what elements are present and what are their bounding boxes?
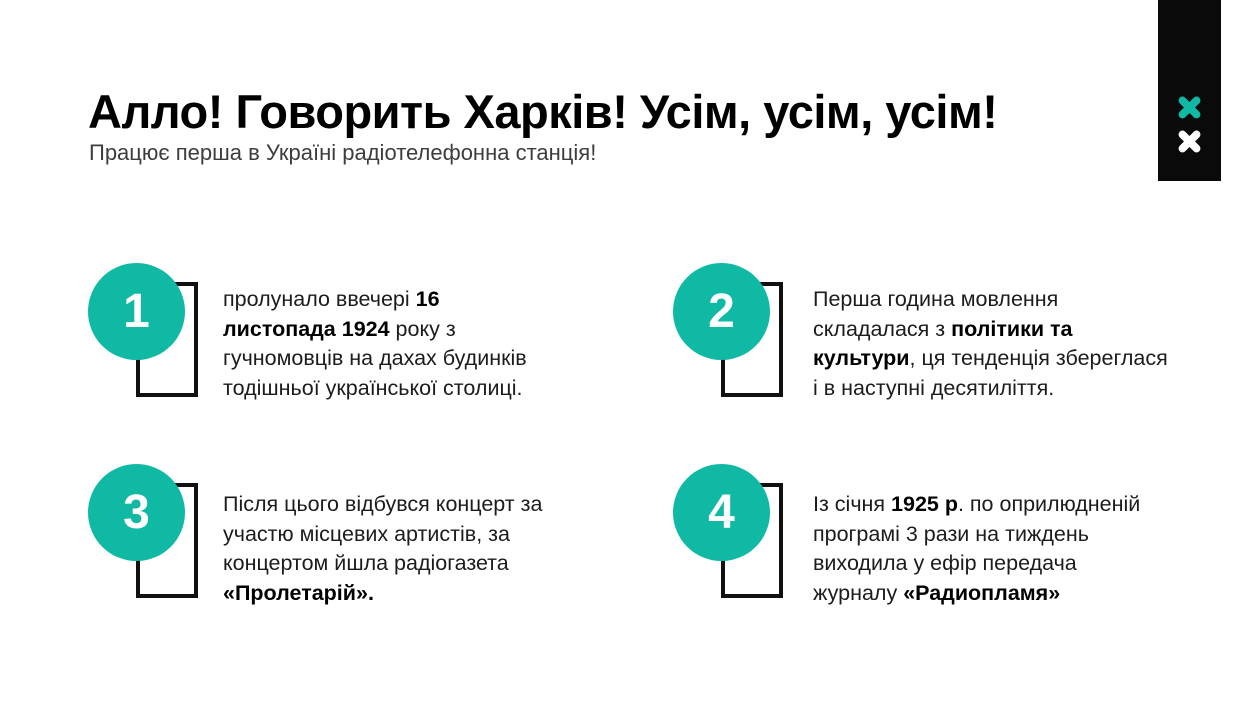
fact-text-segment: , ця тенденція збереглася (909, 346, 1168, 370)
x-mark-white-icon (1177, 129, 1202, 154)
fact-text-segment: Після цього відбувся концерт за (223, 492, 543, 516)
fact-text-segment: складалася з (813, 316, 952, 341)
fact-text-segment: гучномовців на дахах будинків (223, 346, 527, 370)
fact-text-segment: виходила у ефір передача (813, 551, 1077, 575)
number-circle (673, 464, 770, 561)
number-circle (88, 263, 185, 360)
fact-text-4 (813, 490, 1254, 608)
number-decor-3 (88, 464, 238, 604)
fact-text-segment: концертом йшла радіогазета (223, 551, 509, 575)
number-decor-1 (88, 263, 238, 403)
fact-text-bold-segment: політики та (951, 316, 1073, 341)
x-mark-teal-icon (1177, 95, 1202, 120)
fact-text-segment: програмі 3 рази на тиждень (813, 521, 1089, 546)
fact-text-segment: Із січня (813, 492, 892, 516)
slide-subtitle: Працює перша в Україні радіотелефонна станція! (89, 140, 597, 165)
fact-text-bold-segment: «Радиопламя» (903, 580, 1061, 605)
number-decor-2 (673, 263, 823, 403)
fact-text-segment: Перша година мовлення (813, 287, 1059, 311)
number-label: 2 (708, 284, 735, 338)
corner-bar (1158, 0, 1221, 181)
number-label: 4 (708, 485, 735, 539)
number-label: 3 (123, 485, 150, 539)
fact-text-segment: тодішньої української столиці. (223, 375, 523, 400)
fact-text-segment: . по оприлюдненій (957, 492, 1141, 516)
number-decor-4 (673, 464, 823, 604)
fact-text-segment: участю місцевих артистів, за (223, 521, 510, 546)
number-label: 1 (123, 284, 150, 338)
fact-text-segment: журналу (813, 580, 904, 605)
fact-text-1 (223, 285, 643, 403)
fact-text-bold-segment: 1925 р (891, 492, 958, 516)
slide-title: Алло! Говорить Харків! Усім, усім, усім! (88, 85, 998, 138)
fact-text-bold-segment: 16 (415, 287, 440, 311)
fact-text-2 (813, 285, 1254, 403)
number-circle (673, 263, 770, 360)
fact-text-segment: і в наступні десятиліття. (813, 375, 1055, 400)
number-circle (88, 464, 185, 561)
fact-text-segment: року з (389, 316, 456, 341)
fact-text-segment: пролунало ввечері (223, 287, 416, 311)
fact-text-bold-segment: «Пролетарій». (223, 580, 374, 605)
fact-text-bold-segment: листопада 1924 (223, 316, 390, 341)
fact-text-bold-segment: культури (813, 346, 910, 370)
fact-text-3 (223, 490, 643, 608)
